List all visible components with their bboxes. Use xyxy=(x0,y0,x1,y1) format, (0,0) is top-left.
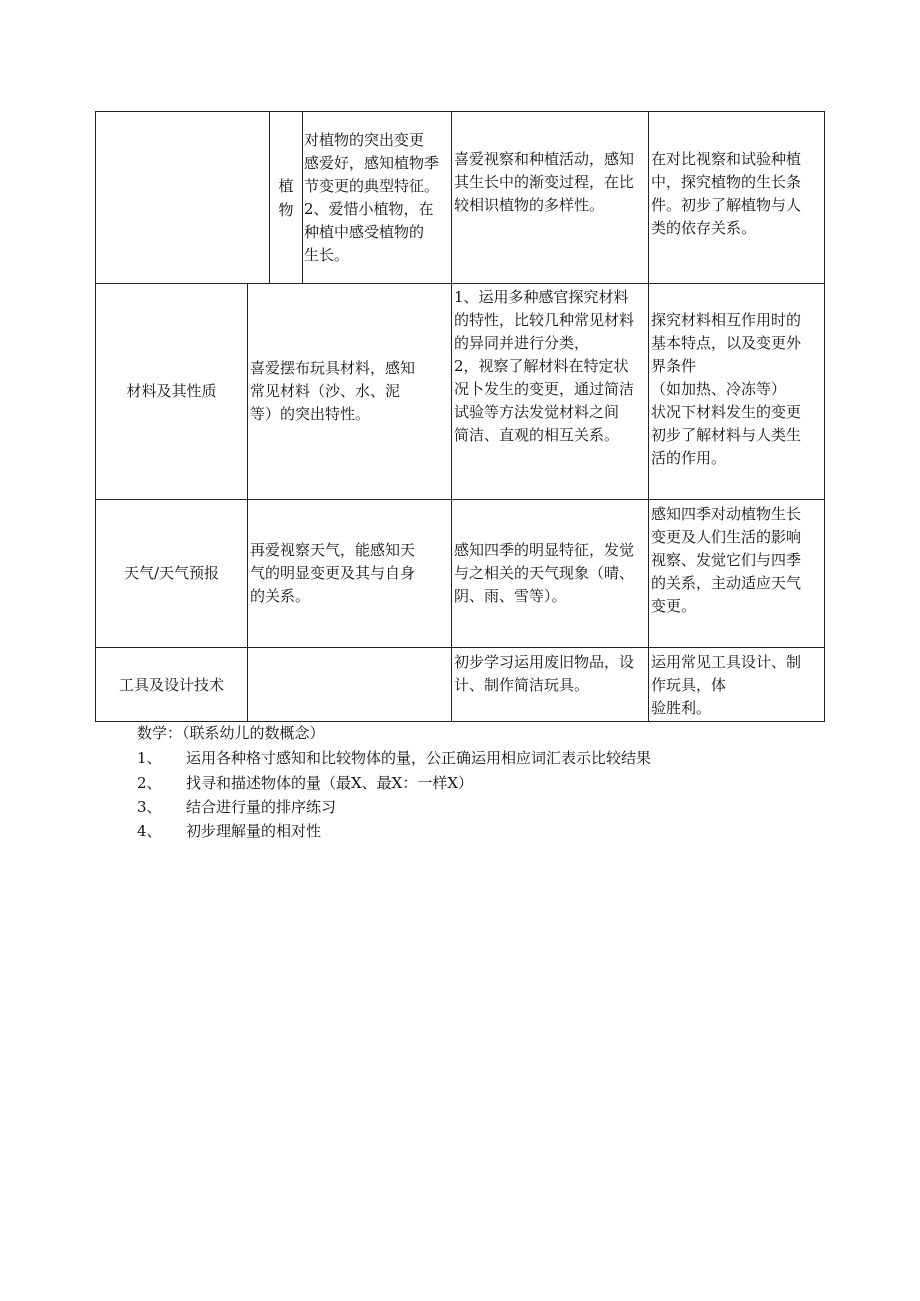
plant-small-class-text: 对植物的突出变更 感爱好，感知植物季 节变更的典型特征。 2、爱惜小植物，在 种植中感受植物的 生长。 xyxy=(304,130,440,264)
material-small-class-cell xyxy=(248,284,451,499)
weather-middle-class-cell xyxy=(452,500,648,647)
tools-big-class-cell xyxy=(649,651,825,721)
math-heading: 数学：（联系幼儿的数概念） xyxy=(137,724,325,742)
material-big-class-cell xyxy=(649,309,825,489)
material-big-class-text: 探究材料相互作用时的 基本特点，以及变更外 界条件 （如加热、冷冻等） 状况下材料发生的变更 初步了解材料与人类生 活的作用。 xyxy=(651,311,802,467)
weather-big-class-text: 感知四季对动植物生长 变更及人们生活的影响 视察、发觉它们与四季 的关系，主动适应天气 变更。 xyxy=(651,505,802,615)
plant-big-class-text: 在对比视察和试验种植 中，探究植物的生长条 件。初步了解植物与人 类的依存关系。 xyxy=(651,150,802,237)
math-item-1-text: 运用各种格寸感知和比较物体的量，公正确运用相应词汇表示比较结果 xyxy=(186,749,652,767)
material-category-cell xyxy=(96,284,247,499)
plant-middle-class-text: 喜爱视察和种植活动，感知 其生长中的渐变过程，在比 较相识植物的多样性。 xyxy=(454,150,635,214)
material-category-label: 材料及其性质 xyxy=(126,382,217,400)
material-middle-class-cell xyxy=(452,286,648,486)
plant-small-class-cell xyxy=(303,112,451,283)
tools-category-label: 工具及设计技术 xyxy=(118,675,224,694)
weather-small-class-cell xyxy=(248,500,451,647)
plant-big-class-cell xyxy=(649,148,825,268)
weather-big-class-cell xyxy=(649,503,825,643)
plant-middle-class-cell xyxy=(452,148,648,268)
tools-big-class-text: 运用常见工具设计、制 作玩具，体 验胜利。 xyxy=(651,653,802,717)
tools-middle-class-text: 初步学习运用废旧物品，设 计、制作简洁玩具。 xyxy=(454,653,635,694)
weather-middle-class-text: 感知四季的明显特征，发觉 与之相关的天气现象（晴、 阴、雨、雪等）。 xyxy=(454,541,635,605)
math-item-4-text: 初步理解量的相对性 xyxy=(186,822,322,840)
weather-category-label: 天气/天气预报 xyxy=(123,564,220,582)
weather-small-class-text: 再爱视察天气，能感知天 气的明显变更及其与自身 的关系。 xyxy=(250,541,416,605)
math-item-3-number: 3、 xyxy=(137,798,162,816)
math-item-1-number: 1、 xyxy=(137,749,162,767)
math-item-4-number: 4、 xyxy=(137,822,162,840)
material-small-class-text: 喜爱摆布玩具材料，感知 常见材料（沙、水、泥 等）的突出特性。 xyxy=(250,359,416,423)
material-middle-class-text: 1、运用多种感官探究材料 的特性，比较几种常见材料 的异同并进行分类， 2，视察了解材料在特定状 况卜发生的变更，通过简洁 试验等方法发觉材料之间 简洁、直观的相互关系。 xyxy=(454,288,635,444)
plant-category-cell xyxy=(270,112,302,283)
math-item-3-text: 结合进行量的排序练习 xyxy=(186,798,337,816)
tools-small-class-cell xyxy=(248,648,451,722)
math-item-2-number: 2、 xyxy=(137,774,162,792)
math-item-2-text: 找寻和描述物体的量（最X、最X：一样X） xyxy=(186,774,474,792)
weather-category-cell xyxy=(96,500,247,647)
plant-category-label: 植 物 xyxy=(278,176,294,219)
tools-category-cell xyxy=(96,648,247,722)
tools-middle-class-cell xyxy=(452,651,648,711)
